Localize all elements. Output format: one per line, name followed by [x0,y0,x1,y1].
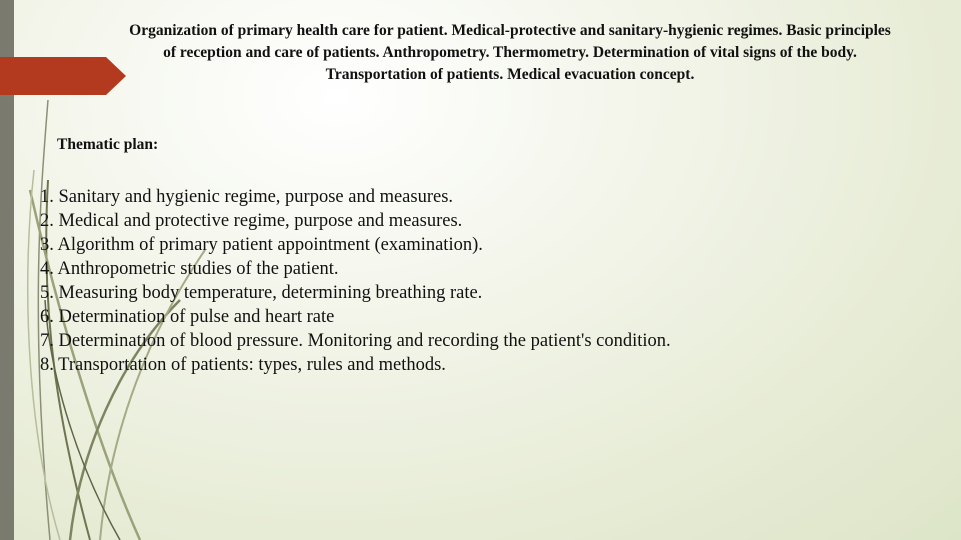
list-item: 4. Anthropometric studies of the patient. [40,259,339,279]
list-item: 3. Algorithm of primary patient appointment (examination). [40,235,483,255]
thematic-plan-list [40,185,671,377]
slide-title: Organization of primary health care for patient. Medical-protective and sanitary-hygienic regimes. Basic principles of reception and care of patients. Anthropometry. Thermometry. Determination of vital signs of the body. Transportation of patients. Medical evacuation concept. [129,22,891,83]
list-item: 2. Medical and protective regime, purpose and measures. [40,211,463,231]
list-item: 7. Determination of blood pressure. Monitoring and recording the patient's condition. [40,331,671,351]
list-item: 1. Sanitary and hygienic regime, purpose and measures. [40,187,454,207]
section-subtitle: Thematic plan: [57,136,159,153]
title-accent-tab [0,57,126,95]
list-item: 5. Measuring body temperature, determining breathing rate. [40,283,483,303]
list-item: 8. Transportation of patients: types, rules and methods. [40,355,446,375]
list-item: 6. Determination of pulse and heart rate [40,307,335,327]
